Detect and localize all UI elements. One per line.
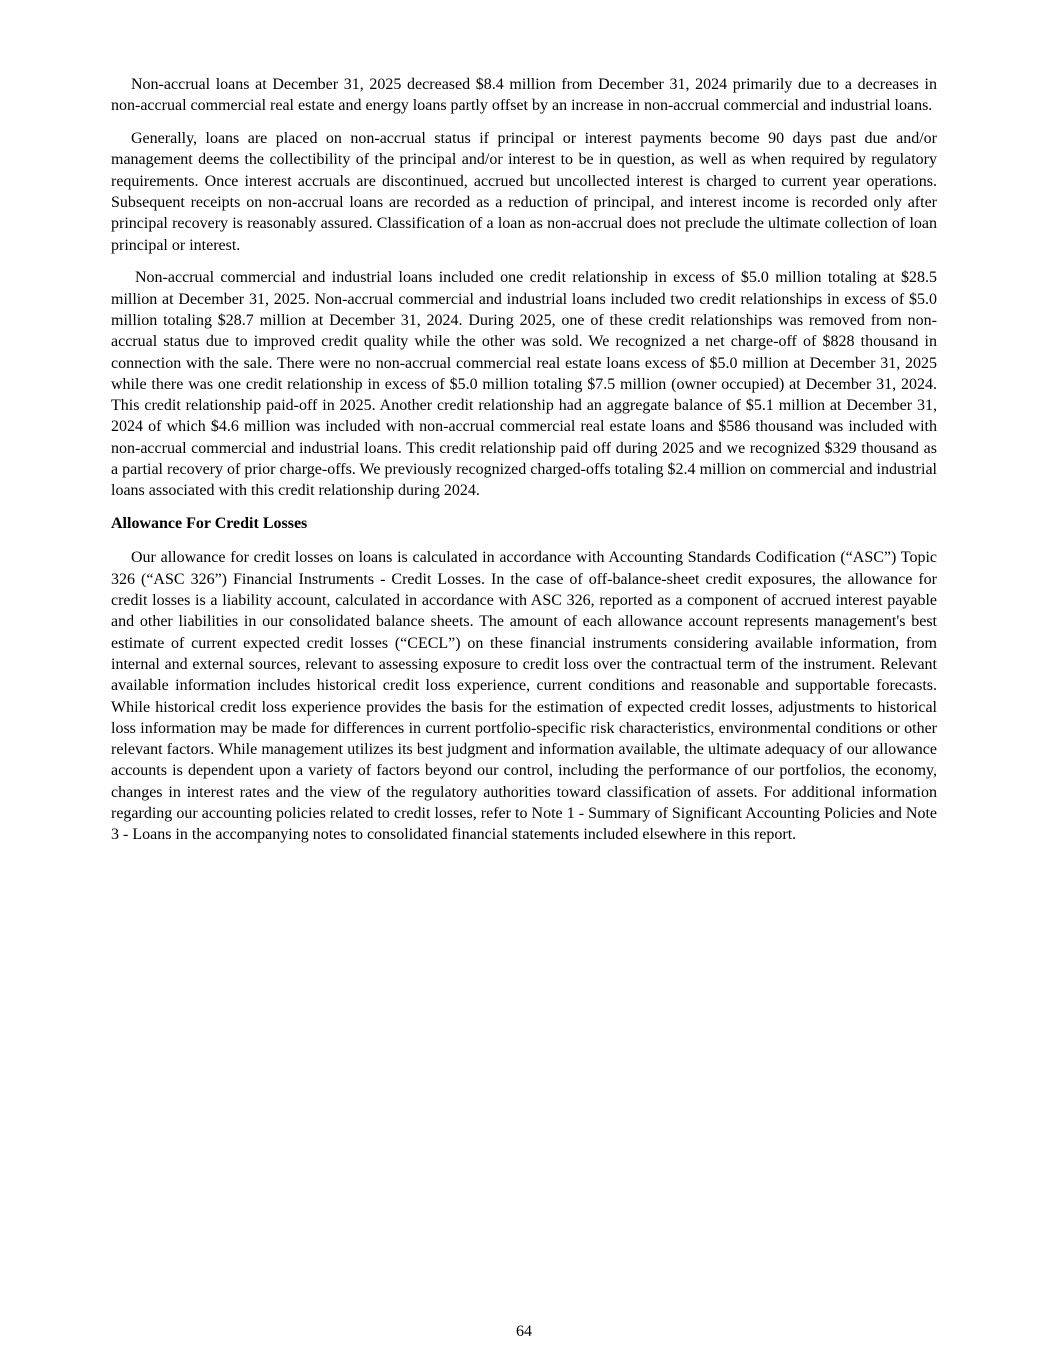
paragraph-non-accrual-decrease: Non-accrual loans at December 31, 2025 decreased $8.4 million from December 31, 2024 primarily due to a decreases in non-accrual commercial real estate and energy loans partly offset by an increase in non-accrual commercial and industrial loans. [111, 76, 937, 115]
section-heading-allowance: Allowance For Credit Losses [111, 515, 308, 533]
paragraph-non-accrual-policy: Generally, loans are placed on non-accrual status if principal or interest payments become 90 days past due and/or management deems the collectibility of the principal and/or interest to be in question, as well as when required by regulatory requirements. Once interest accruals are discontinued, accrued but uncollected interest is charged to current year operations. Subsequent receipts on non-accrual loans are recorded as a reduction of principal, and interest income is recorded only after principal recovery is reasonably assured. Classification of a loan as non-accrual does not preclude the ultimate collection of loan principal or interest. [111, 130, 937, 254]
document-body [111, 74, 937, 846]
paragraph-credit-relationships: Non-accrual commercial and industrial loans included one credit relationship in excess of $5.0 million totaling at $28.5 million at December 31, 2025. Non-accrual commercial and industrial loans included two credit relationships in excess of $5.0 million totaling $28.7 million at December 31, 2024. During 2025, one of these credit relationships was removed from non-accrual status due to improved credit quality while the other was sold. We recognized a net charge-off of $828 thousand in connection with the sale. There were no non-accrual commercial real estate loans excess of $5.0 million at December 31, 2025 while there was one credit relationship in excess of $5.0 million totaling $7.5 million (owner occupied) at December 31, 2024. This credit relationship paid-off in 2025. Another credit relationship had an aggregate balance of $5.1 million at December 31, 2024 of which $4.6 million was included with non-accrual commercial real estate loans and $586 thousand was included with non-accrual commercial and industrial loans. This credit relationship paid off during 2025 and we recognized $329 thousand as a partial recovery of prior charge-offs. We previously recognized charged-offs totaling $2.4 million on commercial and industrial loans associated with this credit relationship during 2024. [111, 269, 937, 500]
page-number: 64 [516, 1323, 532, 1340]
paragraph-allowance-credit-losses: Our allowance for credit losses on loans is calculated in accordance with Accounting Standards Codification (“ASC”) Topic 326 (“ASC 326”) Financial Instruments - Credit Losses. In the case of off-balance-sheet credit exposures, the allowance for credit losses is a liability account, calculated in accordance with ASC 326, reported as a component of accrued interest payable and other liabilities in our consolidated balance sheets. The amount of each allowance account represents management's best estimate of current expected credit losses (“CECL”) on these financial instruments considering available information, from internal and external sources, relevant to assessing exposure to credit loss over the contractual term of the instrument. Relevant available information includes historical credit loss experience, current conditions and reasonable and supportable forecasts. While historical credit loss experience provides the basis for the estimation of expected credit losses, adjustments to historical loss information may be made for differences in current portfolio-specific risk characteristics, environmental conditions or other relevant factors. While management utilizes its best judgment and information available, the ultimate adequacy of our allowance accounts is dependent upon a variety of factors beyond our control, including the performance of our portfolios, the economy, changes in interest rates and the view of the regulatory authorities toward classification of assets. For additional information regarding our accounting policies related to credit losses, refer to Note 1 - Summary of Significant Accounting Policies and Note 3 - Loans in the accompanying notes to consolidated financial statements included elsewhere in this report. [111, 549, 937, 844]
